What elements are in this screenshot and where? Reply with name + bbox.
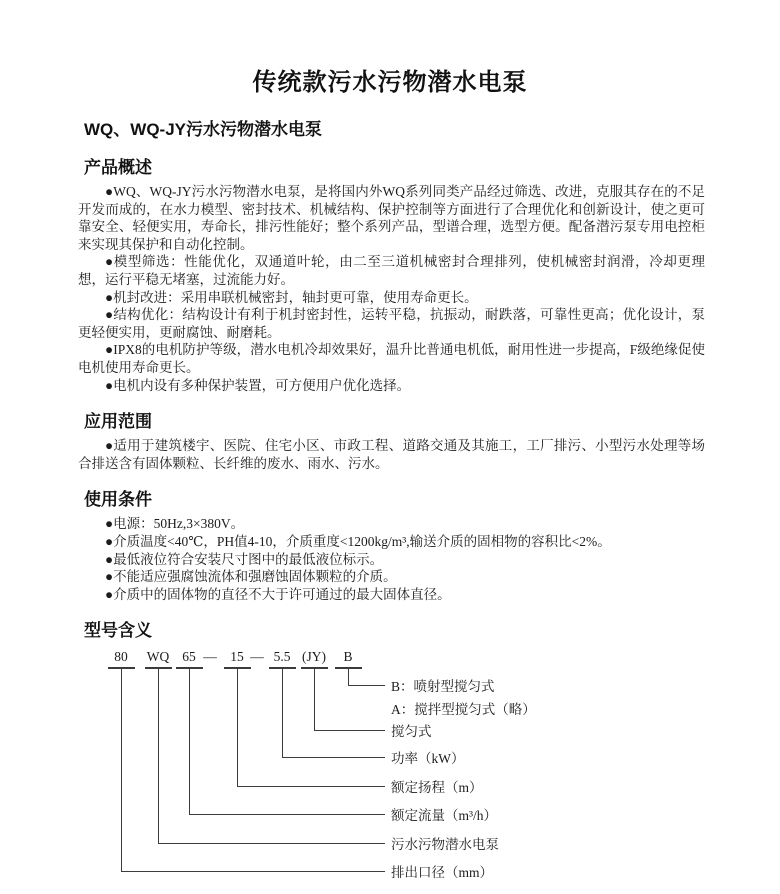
condition-item: ●介质中的固体物的直径不大于许可通过的最大固体直径。 (105, 586, 451, 602)
heading-overview: 产品概述 (84, 158, 152, 177)
model-code-dash: — (203, 649, 217, 665)
overview-paragraph: ●模型筛选：性能优化，双通道叶轮，由二至三道机械密封合理排列，使机械密封润滑，冷却更理想，运行平稳无堵塞，过流能力好。 (78, 254, 705, 287)
diagram-leader-line (158, 669, 159, 843)
page-title: 传统款污水污物潜水电泵 (252, 69, 528, 96)
condition-item: ●最低液位符合安装尺寸图中的最低液位标示。 (105, 551, 384, 567)
diagram-label-variant-a: A：搅拌型搅匀式（略） (391, 702, 536, 718)
diagram-connector-line (121, 871, 385, 872)
model-code-discharge: 80 (114, 649, 128, 665)
application-paragraph: ●适用于建筑楼宇、医院、住宅小区、市政工程、道路交通及其施工，工厂排污、小型污水处理等场合排送含有固体颗粒、长纤维的废水、雨水、污水。 (78, 438, 705, 471)
overview-paragraph: ●IPX8的电机防护等级，潜水电机冷却效果好，温升比普通电机低，耐用性进一步提高，F级绝缘促使电机使用寿命更长。 (78, 342, 705, 375)
diagram-leader-line (348, 669, 349, 685)
diagram-connector-line (348, 685, 385, 686)
diagram-label-head: 额定扬程（m） (391, 780, 483, 796)
model-code-dash: — (250, 649, 264, 665)
overview-paragraph: ●电机内设有多种保护装置，可方便用户优化选择。 (105, 377, 411, 393)
model-code-flow: 65 (182, 649, 196, 665)
diagram-label-discharge: 排出口径（mm） (391, 865, 494, 881)
diagram-leader-line (121, 669, 122, 871)
diagram-connector-line (314, 730, 385, 731)
condition-item: ●电源：50Hz,3×380V。 (105, 516, 245, 532)
diagram-connector-line (158, 843, 385, 844)
heading-application: 应用范围 (84, 412, 152, 432)
model-code-head: 15 (230, 649, 244, 665)
diagram-leader-line (237, 669, 238, 786)
diagram-label-variant-b: B：喷射型搅匀式 (391, 679, 495, 695)
diagram-label-power: 功率（kW） (391, 751, 465, 767)
subtitle: WQ、WQ-JY污水污物潜水电泵 (84, 120, 322, 139)
diagram-leader-line (282, 669, 283, 757)
diagram-connector-line (189, 814, 385, 815)
model-code-series: WQ (146, 649, 170, 665)
overview-paragraph: ●WQ、WQ-JY污水污物潜水电泵，是将国内外WQ系列同类产品经过筛选、改进，克服其存在的不足开发而成的，在水力模型、密封技术、机械结构、保护控制等方面进行了合理优化和创新设计，使之更可靠安全、轻便实用，寿命长，排污性能好；整个系列产品，型谱合理，选型方便。配备潜污泵专用电控柜来实现其保护和自动化控制。 (78, 184, 705, 252)
diagram-label-flow: 额定流量（m³/h） (391, 808, 498, 824)
diagram-label-mixing: 搅匀式 (391, 724, 432, 740)
model-code-variant: B (343, 649, 353, 665)
model-code-mixing: (JY) (302, 649, 326, 665)
diagram-connector-line (237, 786, 385, 787)
diagram-leader-line (314, 669, 315, 730)
diagram-connector-line (282, 757, 385, 758)
condition-item: ●介质温度<40℃，PH值4-10，介质重度<1200kg/m³,输送介质的固相物的容积比<2%。 (105, 533, 611, 549)
model-code-power: 5.5 (273, 649, 291, 665)
heading-model: 型号含义 (84, 621, 152, 641)
model-designation-diagram (78, 649, 705, 894)
overview-paragraph: ●机封改进：采用串联机械密封，轴封更可靠，使用寿命更长。 (105, 289, 478, 305)
diagram-leader-line (189, 669, 190, 814)
heading-conditions: 使用条件 (84, 490, 152, 510)
diagram-label-pump-type: 污水污物潜水电泵 (391, 837, 499, 853)
condition-item: ●不能适应强腐蚀流体和强磨蚀固体颗粒的介质。 (105, 569, 397, 585)
document-content (78, 115, 705, 894)
overview-paragraph: ●结构优化：结构设计有利于机封密封性，运转平稳，抗振动，耐跌落，可靠性更高；优化设计，泵更轻便实用，更耐腐蚀、耐磨耗。 (78, 307, 705, 340)
